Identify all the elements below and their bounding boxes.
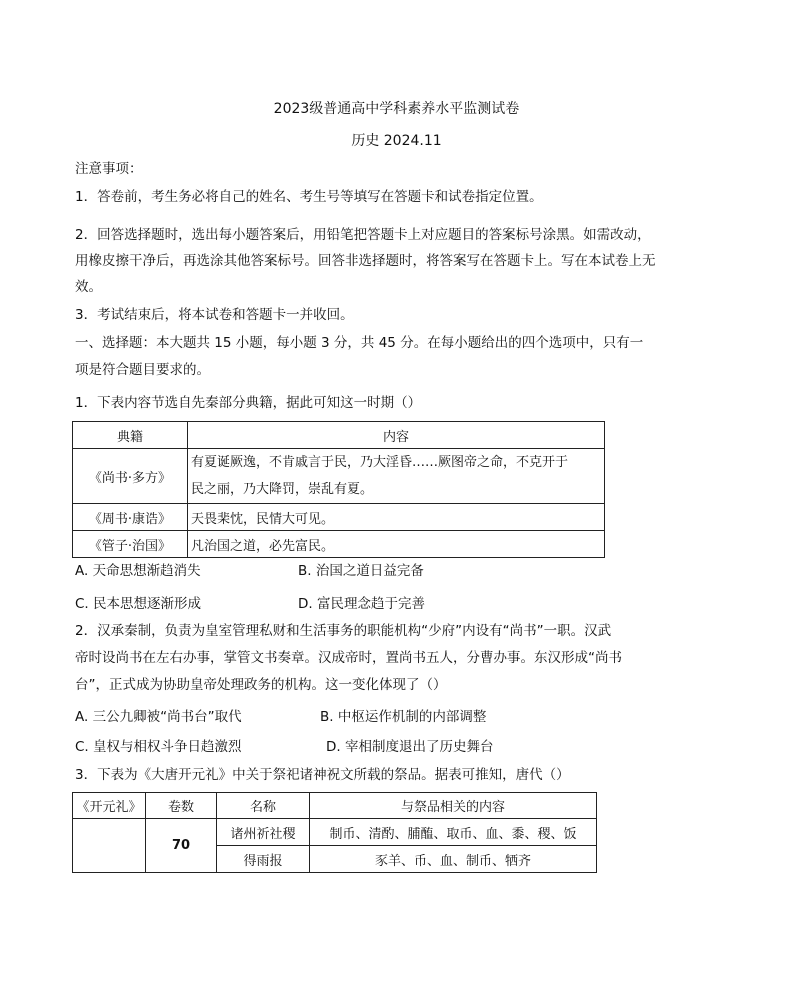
content-line: 民之丽，乃大降罚，崇乱有夏。 xyxy=(191,482,374,497)
section-heading: 一、选择题：本大题共 15 小题，每小题 3 分，共 45 分。在每小题给出的四个选项中，只有一 xyxy=(75,335,644,351)
table-cell-content: 豕羊、币、血、制币、牺齐 xyxy=(310,846,597,873)
table-cell-empty xyxy=(73,819,146,873)
q2-option-d: D. 宰相制度退出了历史舞台 xyxy=(326,739,494,755)
q1-option-b: B. 治国之道日益完备 xyxy=(298,563,424,579)
table-header-cell: 卷数 xyxy=(146,793,217,819)
table-cell-content: 天畏棐忱，民情大可见。 xyxy=(188,504,605,531)
table-cell-content: 凡治国之道，必先富民。 xyxy=(188,531,605,558)
table-cell-content xyxy=(188,449,605,504)
notice-item: 3．考试结束后，将本试卷和答题卡一并收回。 xyxy=(75,307,354,323)
table-row xyxy=(73,504,605,531)
table-header-cell: 内容 xyxy=(188,422,605,449)
question-3-stem: 3．下表为《大唐开元礼》中关于祭祀诸神祝文所载的祭品。据表可推知，唐代（） xyxy=(75,767,570,783)
table-cell-name: 诸州祈社稷 xyxy=(217,819,310,846)
table-cell-source: 《管子·治国》 xyxy=(73,531,188,558)
question-1-table xyxy=(72,421,605,558)
q1-option-a: A. 天命思想渐趋消失 xyxy=(75,563,201,579)
notice-item: 2．回答选择题时，选出每小题答案后，用铅笔把答题卡上对应题目的答案标号涂黑。如需改动， xyxy=(75,227,651,243)
content-line: 有夏诞厥逸，不肯戚言于民，乃大淫昏……厥图帝之命，不克开于 xyxy=(191,455,569,470)
table-header-row xyxy=(73,422,605,449)
notice-item: 用橡皮擦干净后，再选涂其他答案标号。回答非选择题时，将答案写在答题卡上。写在本试卷上无 xyxy=(75,253,656,269)
notice-item: 效。 xyxy=(75,279,102,295)
q2-option-a: A. 三公九卿被“尚书台”取代 xyxy=(75,709,242,725)
notice-item: 1．答卷前，考生务必将自己的姓名、考生号等填写在答题卡和试卷指定位置。 xyxy=(75,189,543,205)
table-cell-volume: 70 xyxy=(146,819,217,873)
table-header-cell: 《开元礼》 xyxy=(73,793,146,819)
q2-option-b: B. 中枢运作机制的内部调整 xyxy=(320,709,487,725)
exam-title: 2023级普通高中学科素养水平监测试卷 xyxy=(273,101,520,117)
section-heading-cont: 项是符合题目要求的。 xyxy=(75,362,210,378)
question-2-line: 台”，正式成为协助皇帝处理政务的机构。这一变化体现了（） xyxy=(75,677,447,693)
table-header-cell: 与祭品相关的内容 xyxy=(310,793,597,819)
table-header-cell: 典籍 xyxy=(73,422,188,449)
table-cell-source: 《周书·康诰》 xyxy=(73,504,188,531)
table-cell-source: 《尚书·多方》 xyxy=(73,449,188,504)
question-3-table xyxy=(72,792,597,873)
question-1-stem: 1．下表内容节选自先秦部分典籍，据此可知这一时期（） xyxy=(75,395,422,411)
q2-option-c: C. 皇权与相权斗争日趋激烈 xyxy=(75,739,242,755)
table-header-row xyxy=(73,793,597,819)
question-2-line: 帝时设尚书在左右办事，掌管文书奏章。汉成帝时，置尚书五人，分曹办事。东汉形成“尚书 xyxy=(75,650,622,666)
table-row xyxy=(73,449,605,504)
notice-heading: 注意事项： xyxy=(75,161,143,177)
exam-subtitle: 历史 2024.11 xyxy=(351,133,442,149)
table-row xyxy=(73,531,605,558)
question-2-line: 2．汉承秦制，负责为皇室管理私财和生活事务的职能机构“少府”内设有“尚书”一职。汉武 xyxy=(75,623,612,639)
q1-option-c: C. 民本思想逐渐形成 xyxy=(75,596,202,612)
table-cell-content: 制币、清酌、脯醢、取币、血、黍、稷、饭 xyxy=(310,819,597,846)
table-row xyxy=(73,819,597,846)
table-header-cell: 名称 xyxy=(217,793,310,819)
q1-option-d: D. 富民理念趋于完善 xyxy=(298,596,425,612)
table-cell-name: 得雨报 xyxy=(217,846,310,873)
